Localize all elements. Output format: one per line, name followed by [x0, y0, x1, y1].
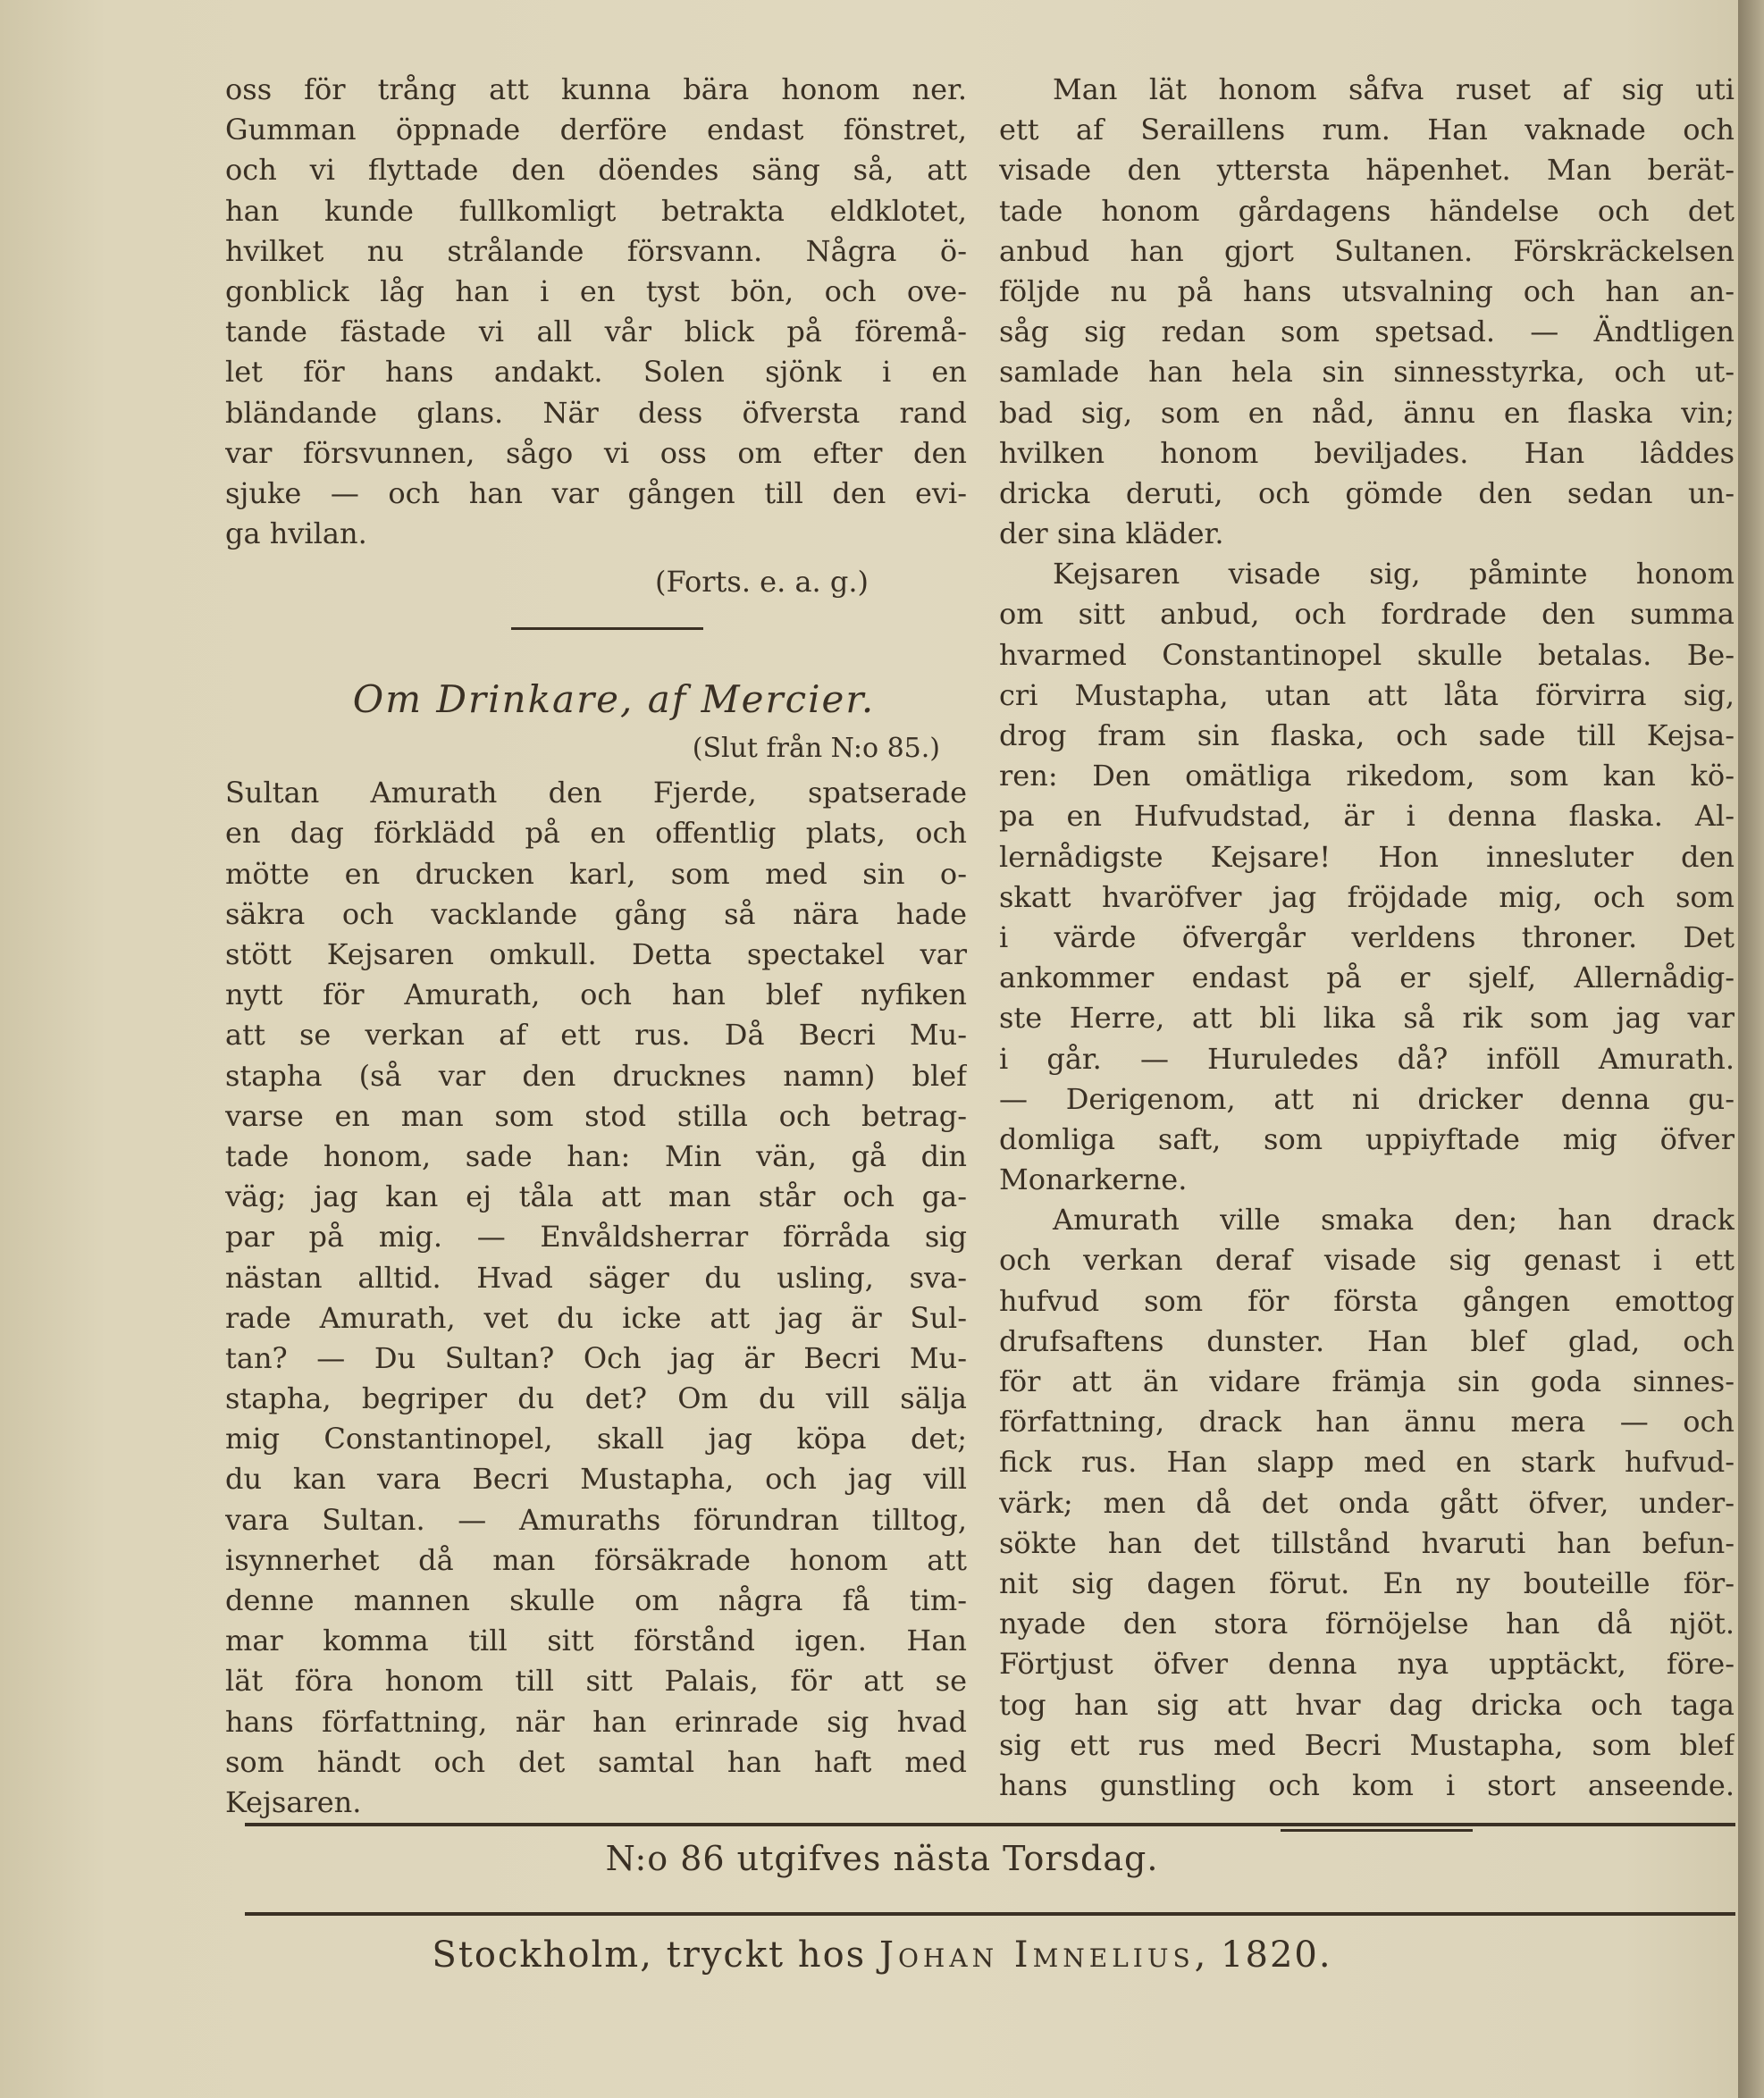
text-line: Sultan Amurath den Fjerde, spatserade: [225, 776, 967, 810]
text-line: i värde öfvergår verldens throner. Det: [999, 919, 1735, 954]
text-line: pa en Hufvudstad, är i denna flaska. Al-: [999, 799, 1735, 834]
text-line: par på mig. — Envåldsherrar förråda sig: [225, 1220, 967, 1255]
text-line: som händt och det samtal han haft med: [225, 1744, 967, 1779]
text-line: ste Herre, att bli lika så rik som jag var: [999, 1001, 1735, 1036]
text-line: du kan vara Becri Mustapha, och jag vill: [225, 1462, 967, 1497]
article-subtitle: (Slut från N:o 85.): [692, 733, 940, 765]
text-line: en dag förklädd på en offentlig plats, och: [225, 816, 967, 851]
text-line: mar komma till sitt förstånd igen. Han: [225, 1624, 967, 1658]
text-line: domliga saft, som uppiyftade mig öfver: [999, 1121, 1735, 1156]
text-line: hufvud som för första gången emottog: [999, 1283, 1735, 1318]
text-line: hvarmed Constantinopel skulle betalas. Be-: [999, 637, 1735, 672]
text-line: stapha (så var den drucknes namn) blef: [225, 1058, 967, 1093]
left-column: [225, 70, 967, 1823]
continued-note: (Forts. e. a. g.): [655, 565, 869, 600]
text-line: fick rus. Han slapp med en stark hufvud-: [999, 1445, 1735, 1480]
imprint-prefix: Stockholm, tryckt hos: [432, 1934, 867, 1976]
text-line: ankommer endast på er sjelf, Allernådig-: [999, 961, 1735, 995]
text-line: bad sig, som en nåd, ännu en flaska vin;: [999, 395, 1735, 430]
text-line: samlade han hela sin sinnesstyrka, och ut-: [999, 355, 1735, 390]
text-line: följde nu på hans utsvalning och han an-: [999, 273, 1735, 308]
text-line: att se verkan af ett rus. Då Becri Mu-: [225, 1018, 967, 1053]
text-line: hans författning, när han erinrade sig hvad: [225, 1704, 967, 1739]
text-line: tade honom, sade han: Min vän, gå din: [225, 1138, 967, 1173]
text-line: Kejsaren.: [225, 1784, 362, 1819]
text-line: visade den yttersta häpenhet. Man berät-: [999, 153, 1735, 188]
right-column: [999, 70, 1735, 1832]
text-line: dricka deruti, och gömde den sedan un-: [999, 475, 1735, 510]
text-line: väg; jag kan ej tåla att man står och ga-: [225, 1179, 967, 1214]
text-line: drog fram sin flaska, och sade till Kejsa-: [999, 718, 1735, 752]
text-line: let för hans andakt. Solen sjönk i en: [225, 355, 967, 390]
text-line: hans gunstling och kom i stort anseende.: [999, 1767, 1735, 1802]
text-line: lät föra honom till sitt Palais, för att se: [225, 1664, 967, 1699]
printer-imprint: [0, 1934, 1764, 1976]
text-line: säkra och vacklande gång så nära hade: [225, 896, 967, 931]
text-line: tande fästade vi all vår blick på föremå-: [225, 315, 967, 349]
text-line: sjuke — och han var gången till den evi-: [225, 475, 967, 510]
section-divider: [1281, 1829, 1473, 1832]
text-line: han kunde fullkomligt betrakta eldklotet,: [225, 193, 967, 228]
text-line: der sina kläder.: [999, 516, 1224, 551]
text-line: såg sig redan som spetsad. — Ändtligen: [999, 315, 1735, 349]
page-edge: [1738, 0, 1764, 2098]
text-line: hvilken honom beviljades. Han lâddes: [999, 435, 1735, 470]
text-line: Förtjust öfver denna nya upptäckt, före-: [999, 1647, 1735, 1682]
text-line: sig ett rus med Becri Mustapha, som blef: [999, 1727, 1735, 1762]
text-line: om sitt anbud, och fordrade den summa: [999, 597, 1735, 632]
text-line: i går. — Huruledes då? inföll Amurath.: [999, 1041, 1735, 1076]
text-line: denne mannen skulle om några få tim-: [225, 1583, 967, 1617]
text-line: Amurath ville smaka den; han drack: [1053, 1203, 1735, 1238]
text-line: mig Constantinopel, skall jag köpa det;: [225, 1422, 967, 1456]
text-line: bländande glans. När dess öfversta rand: [225, 395, 967, 430]
text-line: värk; men då det onda gått öfver, under-: [999, 1485, 1735, 1520]
text-line: nästan alltid. Hvad säger du usling, sva-: [225, 1260, 967, 1295]
article-title: Om Drinkare, af Mercier.: [352, 677, 876, 722]
text-line: oss för trång att kunna bära honom ner.: [225, 72, 967, 106]
text-line: lernådigste Kejsare! Hon innesluter den: [999, 839, 1735, 874]
text-line: Gumman öppnade derföre endast fönstret,: [225, 113, 967, 147]
text-line: vara Sultan. — Amuraths förundran tilltog,: [225, 1502, 967, 1537]
text-line: mötte en drucken karl, som med sin o-: [225, 856, 967, 891]
text-line: tade honom gårdagens händelse och det: [999, 193, 1735, 228]
text-line: och vi flyttade den döendes säng så, att: [225, 153, 967, 188]
text-line: rade Amurath, vet du icke att jag är Sul-: [225, 1300, 967, 1335]
text-line: nyade den stora förnöjelse han då njöt.: [999, 1607, 1735, 1641]
text-line: — Derigenom, att ni dricker denna gu-: [999, 1081, 1735, 1116]
text-line: ga hvilan.: [225, 516, 367, 551]
text-line: gonblick låg han i en tyst bön, och ove-: [225, 273, 967, 308]
text-line: skatt hvaröfver jag fröjdade mig, och som: [999, 879, 1735, 914]
text-line: hvilket nu strålande försvann. Några ö-: [225, 233, 967, 268]
text-line: ett af Seraillens rum. Han vaknade och: [999, 113, 1735, 147]
text-line: nytt för Amurath, och han blef nyfiken: [225, 978, 967, 1012]
footer-rule-top: [245, 1823, 1735, 1826]
text-line: anbud han gjort Sultanen. Förskräckelsen: [999, 233, 1735, 268]
text-line: ren: Den omätliga rikedom, som kan kö-: [999, 759, 1735, 793]
text-line: Monarkerne.: [999, 1162, 1188, 1197]
text-line: stött Kejsaren omkull. Detta spectakel var: [225, 937, 967, 971]
text-line: tan? — Du Sultan? Och jag är Becri Mu-: [225, 1340, 967, 1375]
text-line: stapha, begriper du det? Om du vill sälja: [225, 1381, 967, 1416]
text-line: Kejsaren visade sig, påminte honom: [1053, 557, 1735, 592]
text-line: sökte han det tillstånd hvaruti han befun-: [999, 1525, 1735, 1560]
text-line: var försvunnen, sågo vi oss om efter den: [225, 435, 967, 470]
imprint-printer: Johan Imnelius: [878, 1934, 1195, 1976]
text-line: för att än vidare främja sin goda sinnes-: [999, 1364, 1735, 1398]
text-line: författning, drack han ännu mera — och: [999, 1405, 1735, 1439]
text-line: Man lät honom såfva ruset af sig uti: [1053, 72, 1735, 106]
text-line: nit sig dagen förut. En ny bouteille för-: [999, 1565, 1735, 1600]
footer-rule-bottom: [245, 1912, 1735, 1916]
text-line: varse en man som stod stilla och betrag-: [225, 1098, 967, 1133]
text-line: isynnerhet då man försäkrade honom att: [225, 1542, 967, 1577]
text-line: tog han sig att hvar dag dricka och taga: [999, 1687, 1735, 1722]
section-divider: [511, 627, 703, 630]
text-line: och verkan deraf visade sig genast i ett: [999, 1243, 1735, 1278]
text-line: drufsaftens dunster. Han blef glad, och: [999, 1323, 1735, 1358]
text-line: cri Mustapha, utan att låta förvirra sig,: [999, 677, 1735, 712]
next-issue-notice: N:o 86 utgifves nästa Torsdag.: [605, 1839, 1159, 1878]
imprint-year: , 1820.: [1194, 1934, 1332, 1976]
